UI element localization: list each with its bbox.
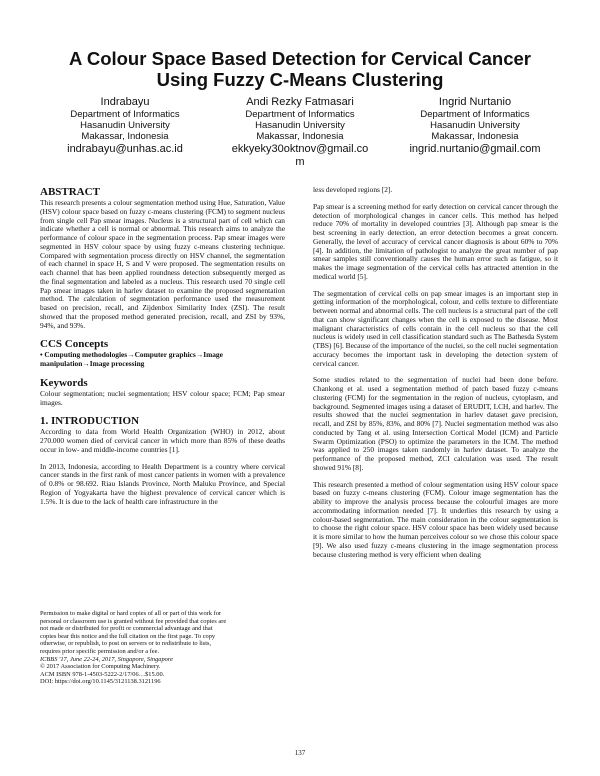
ccs-text: • Computing methodologies→Computer graphics→Image manipulation→Image processing: [40, 350, 223, 368]
footnote-line: otherwise, or republish, to post on servers or to redistribute to lists,: [40, 640, 212, 648]
footnote-line: Permission to make digital or hard copies of all or part of this work for: [40, 610, 222, 617]
body-paragraph: Some studies related to the segmentation of nuclei had been done before. Chankong et al. used a segmentation method of patch based fuzzy c-means clustering (FCM) for the segmentation in the region of nucleus, cytoplasm, and background. Segmented images using a dataset of ERUDIT, LCH, and harlev. The results showed that the nuclei segmentation in harlev dataset gave precision, recall, and ZSI by 85%, 83%, and 80% [7]. Nuclei segmentation method was also conducted by Tang et al. using Intersection Cortical Model (ICM) and Particle Swarm Optimization (PSO) to optimize the parameters in the ICM. The method was applied to 250 images taken randomly in harlev dataset. To analyze the performance of the proposed method, ZCI calculation was used. The result showed 91% [8].: [313, 375, 558, 472]
abstract-text: This research presents a colour segmentation method using Hue, Saturation, Value (HSV) colour space based on fuzzy c-means clustering (FCM) to segment nucleus from single cell Pap smear images. Nucleus is a structural part of cell which can indicate whether a cell is normal or abnormal. This research aims to analyze the performance of colour space in the segmentation process. Pap smear images were segmented in HSV colour space by using fuzzy c-means clustering technique. Compared with segmentation process directly on HSV channel, the segmentation of each channel in space H, S and V were proposed. The segmentation results on each channel that has been applied roundness detection subsequently merged as the final segmentation and labeled as a nucleus. This research used 70 single cell Pap smear images taken in harlev dataset to examine the proposed segmentation method. The calculation of segmentation performance used the measurement based on precision, recall, and Zijdenbox Similarity Index (ZSI). The result showed that the proposed method generated precision, recall, and ZSI by 93%, 94%, and 93%.: [40, 198, 285, 330]
author-city: Makassar, Indonesia: [256, 131, 344, 142]
author-university: Hasanudin University: [430, 120, 520, 131]
body-paragraph: Pap smear is a screening method for early detection on cervical cancer through the detection of morphological changes in cancer cells. This method has helped reduce 70% of mortality in developed countries [3]. Although pap smear is the best screening in early detection, an error detection becomes a great concern. Generally, the level of accuracy of cervical cancer diagnosis is about 60% to 70% [4]. In addition, the limitation of pathologist to analyze the great number of pap smear samples still conventionally causes the human error such as fatigue, so it makes the image segmentation of the cervical cells has attracted attention in the medical world [5].: [313, 201, 558, 281]
paper-title: [40, 48, 560, 90]
author-department: Department of Informatics: [420, 109, 530, 120]
author-department: Department of Informatics: [245, 109, 355, 120]
copyright-footnote: [40, 610, 285, 686]
left-column: [40, 186, 285, 514]
intro-paragraph: In 2013, Indonesia, according to Health Department is a country where cervical cancer stands in the first rank of most cancer patients in women with a prevalence of 0.8% or 98.692. Riau Islands Province, North Maluku Province, and Special Region of Yogyakarta have the highest prevalence of cervical cancer which is 1.5%. It is due to the lack of health care infrastructure in the: [40, 461, 285, 506]
email-line: ingrid.nurtanio@gmail.com: [409, 143, 541, 155]
author-name: Indrabayu: [100, 96, 150, 108]
title-line: A Colour Space Based Detection for Cervical Cancer: [69, 48, 531, 69]
footnote-line: DOI: https://doi.org/10.1145/3121138.3121196: [40, 678, 161, 686]
ccs-heading: CCS Concepts: [40, 338, 109, 351]
author-city: Makassar, Indonesia: [431, 131, 519, 142]
author-city: Makassar, Indonesia: [81, 131, 169, 142]
author-2: [215, 96, 385, 168]
abstract-heading: ABSTRACT: [40, 186, 100, 198]
author-email: [390, 143, 560, 156]
intro-paragraph: According to data from World Health Organization (WHO) in 2012, about 270.000 women died of cervical cancer in which more than 85% of these deaths occur in low- and middle-income countries [1].: [40, 427, 285, 454]
author-university: Hasanudin University: [255, 120, 345, 131]
footnote-line: copies bear this notice and the full citation on the first page. To copy: [40, 632, 216, 640]
author-block: [40, 96, 560, 168]
author-email: [40, 143, 210, 156]
right-column: [313, 186, 558, 567]
author-university: Hasanudin University: [80, 120, 170, 131]
footnote-line: requires prior specific permission and/or a fee.: [40, 647, 160, 655]
introduction-heading: 1. INTRODUCTION: [40, 415, 140, 428]
page-number: 137: [294, 749, 306, 757]
author-name: Ingrid Nurtanio: [438, 96, 512, 108]
author-3: [390, 96, 560, 168]
email-line: indrabayu@unhas.ac.id: [67, 143, 183, 155]
footnote-line: © 2017 Association for Computing Machinery.: [40, 663, 161, 671]
footnote-line: ICBBS '17, June 22-24, 2017, Singapore, Singapore: [40, 655, 173, 663]
body-paragraph: The segmentation of cervical cells on pap smear images is an important step in getting information of the morphological, colour, and cells texture to differentiate between normal and abnormal cells. The cell nucleus is a structural part of the cell that can show significant changes when the cell is exposed to the disease. Most malignant characteristics of cells contain in the cell nucleus so that the cell nucleus is widely used in cell classification standard such as The Bathesda System (TBS) [6]. Because of the importance of the nuclei, so the cell nuclei segmentation accuracy becomes the important task in developing the detection system of cervical cancer.: [313, 288, 558, 368]
body-paragraph: This research presented a method of colour segmentation using HSV colour space based on fuzzy c-means clustering (FCM). Colour image segmentation has the ability to improve the analysis process because the colourful images are more accommodating information needed [7]. It underlies this research by using a colour-based segmentation. The main consideration in the colour segmentation is to choose the right colour space. HSV colour space has been widely used because it is more similar to how the human perceives colour so we chose this colour space [9]. We also used fuzzy c-means clustering in the image segmentation process because clustering method is very efficient when dealing: [313, 479, 558, 559]
title-line: Using Fuzzy C-Means Clustering: [156, 69, 444, 90]
email-line: ekkyeky30oktnov@gmail.co: [231, 143, 369, 155]
author-email: [215, 143, 385, 168]
author-name: Andi Rezky Fatmasari: [246, 96, 354, 108]
footnote-line: personal or classroom use is granted without fee provided that copies are: [40, 617, 227, 625]
keywords-text: Colour segmentation; nuclei segmentation; HSV colour space; FCM; Pap smear images.: [40, 388, 285, 407]
footnote-line: ACM ISBN 978-1-4503-5222-2/17/06…$15.00.: [40, 670, 165, 678]
author-department: Department of Informatics: [70, 109, 180, 120]
author-1: [40, 96, 210, 168]
footnote-line: not made or distributed for profit or commercial advantage and that: [40, 625, 213, 633]
body-paragraph: less developed regions [2].: [313, 185, 393, 194]
email-line: m: [295, 155, 305, 168]
keywords-heading: Keywords: [40, 376, 88, 389]
